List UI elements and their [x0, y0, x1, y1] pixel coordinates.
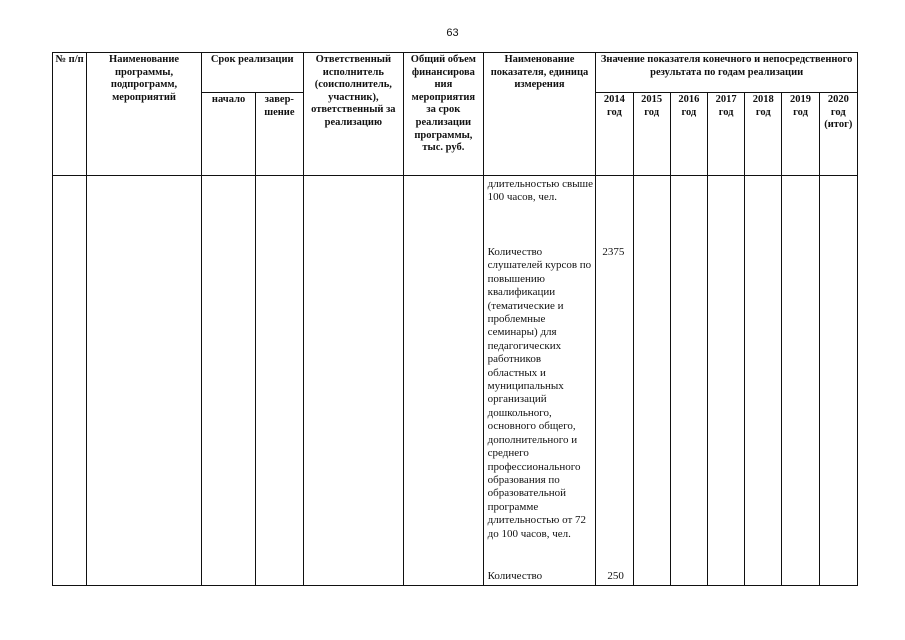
- indicators-table: [52, 52, 858, 586]
- header-indicator: Наименование показателя, единица измерения: [483, 53, 596, 176]
- header-term-start: начало: [201, 93, 255, 176]
- cell-year-2014: [596, 176, 633, 586]
- header-year-2019: 2019 год: [782, 93, 819, 176]
- header-year-2018: 2018 год: [745, 93, 782, 176]
- cell-year-2019: [782, 176, 819, 586]
- header-term-end: завер-шение: [256, 93, 303, 176]
- indicator-text: длительностью свыше 100 часов, чел.: [487, 178, 593, 204]
- value-2014: 250: [607, 570, 624, 582]
- header-year-2016: 2016 год: [670, 93, 707, 176]
- header-program-name: Наименование программы, подпрограмм, мероприятий: [87, 53, 202, 176]
- header-year-2020: 2020 год (итог): [819, 93, 857, 176]
- indicator-text: Количество слушателей курсов по повышению квалификации (тематические и проблемные семинары) для педагогических работников областных и муниципальных организаций дошкольного, основного общего, дополнительного и среднего профессионального образования по образовательной программе длительностью от 72 до 100 часов, чел.: [487, 246, 592, 540]
- header-responsible: Ответственный исполнитель (соисполнитель, участник), ответственный за реализацию: [303, 53, 404, 176]
- header-financing: Общий объем финансирова ния мероприятия за срок реализации программы, тыс. руб.: [404, 53, 483, 176]
- cell-year-2016: [670, 176, 707, 586]
- cell-year-2015: [633, 176, 670, 586]
- cell-indicator: [483, 176, 596, 586]
- cell-number: [53, 176, 87, 586]
- header-year-2017: 2017 год: [707, 93, 744, 176]
- cell-year-2020: [819, 176, 857, 586]
- cell-term-end: [256, 176, 303, 586]
- cell-year-2017: [707, 176, 744, 586]
- value-2014: 2375: [602, 246, 625, 258]
- table-row: [53, 176, 858, 586]
- header-values-group: Значение показателя конечного и непосредственного результата по годам реализации: [596, 53, 858, 93]
- cell-program-name: [87, 176, 202, 586]
- header-term: Срок реализации: [201, 53, 303, 93]
- cell-term-start: [201, 176, 255, 586]
- cell-financing: [404, 176, 483, 586]
- cell-year-2018: [745, 176, 782, 586]
- header-year-2015: 2015 год: [633, 93, 670, 176]
- header-number: № п/п: [53, 53, 87, 176]
- cell-responsible: [303, 176, 404, 586]
- page-number: 63: [446, 27, 459, 39]
- indicator-text: Количество: [487, 570, 543, 582]
- header-year-2014: 2014 год: [596, 93, 633, 176]
